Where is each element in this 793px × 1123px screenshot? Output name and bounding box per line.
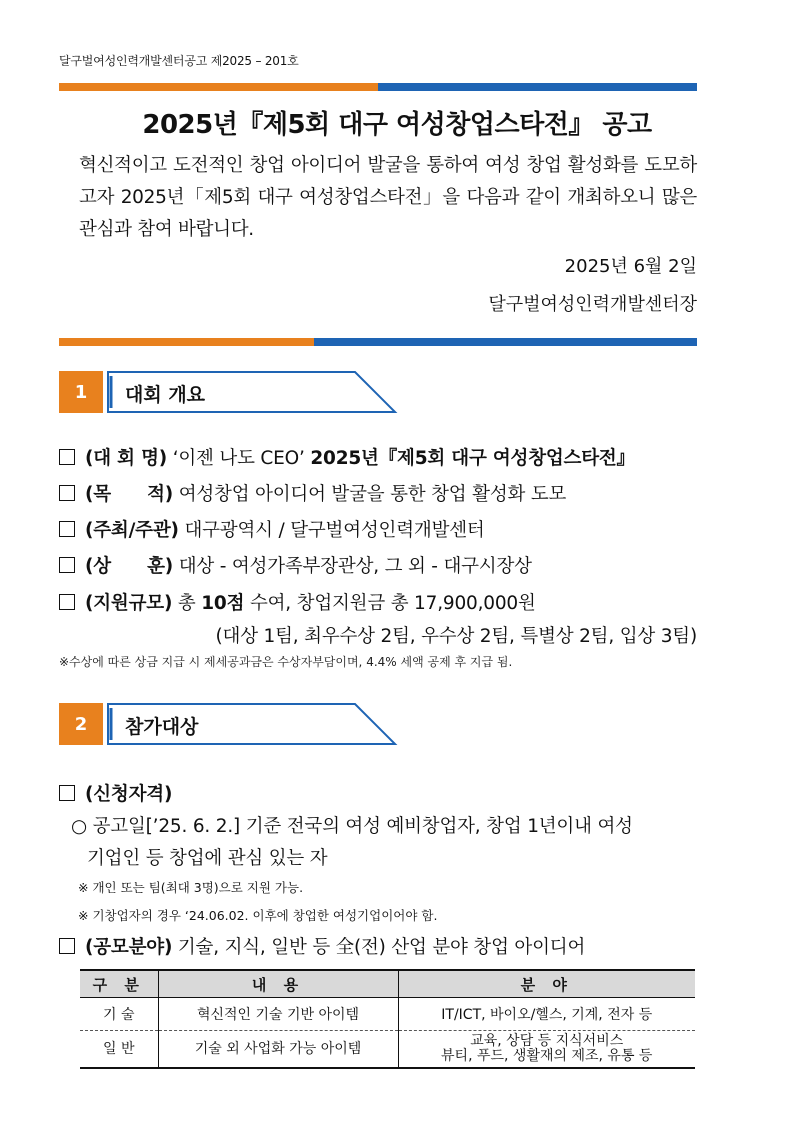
table-row (80, 1031, 695, 1069)
checkbox-bullet (59, 785, 75, 801)
section-label: 참가대상 (125, 716, 199, 738)
application-field: (공모분야) 기술, 지식, 일반 등 全(전) 산업 분야 창업 아이디어 (59, 933, 585, 959)
table-header-field: 분 야 (398, 970, 695, 998)
header-divider (59, 83, 697, 91)
notice-reference: 달구벌여성인력개발센터공고 제2025 – 201호 (59, 54, 299, 68)
eligibility-line-continued: 기업인 등 창업에 관심 있는 자 (87, 848, 328, 869)
table-cell: IT/ICT, 바이오/헬스, 기계, 전자 등 (398, 998, 695, 1031)
section-label: 대회 개요 (125, 384, 206, 406)
page-title: 2025년『제5회 대구 여성창업스타전』 공고 (142, 110, 652, 140)
intro-paragraph: 혁신적이고 도전적인 창업 아이디어 발굴을 통하여 여성 창업 활성화를 도모하고자 2025년「제5회 대구 여성창업스타전」을 다음과 같이 개최하오니 많은 관심과 참여 바랍니다. (79, 155, 697, 240)
overview-item-support-scale: (지원규모) 총 10점 수여, 창업지원금 총 17,900,000원 (59, 589, 536, 615)
table-header-row (80, 970, 695, 998)
table-header-category: 구 분 (80, 970, 158, 998)
tax-note: ※수상에 따른 상금 지급 시 제세공과금은 수상자부담이며, 4.4% 세액 공제 후 지급 됨. (59, 655, 513, 669)
eligibility-note-existing-business: ※ 기창업자의 경우 ‘24.06.02. 이후에 창업한 여성기업이어야 함. (78, 908, 438, 923)
table-row (80, 998, 695, 1031)
eligibility-heading: (신청자격) (59, 780, 172, 806)
checkbox-bullet (59, 485, 75, 501)
overview-item-awards: (상 훈) 대상 - 여성가족부장관상, 그 외 - 대구시장상 (59, 552, 532, 578)
overview-item-host: (주최/주관) 대구광역시 / 달구벌여성인력개발센터 (59, 516, 485, 542)
field-table (80, 969, 695, 1069)
issuing-organization: 달구벌여성인력개발센터장 (488, 294, 697, 315)
table-cell: 일 반 (80, 1031, 158, 1069)
section-number: 2 (59, 703, 103, 745)
table-cell: 교육, 상담 등 지식서비스 뷰티, 푸드, 생활재의 제조, 유통 등 (398, 1031, 695, 1069)
table-cell: 기 술 (80, 998, 158, 1031)
eligibility-note-team: ※ 개인 또는 팀(최대 3명)으로 지원 가능. (78, 880, 304, 895)
table-cell: 혁신적인 기술 기반 아이템 (158, 998, 398, 1031)
award-breakdown: (대상 1팀, 최우수상 2팀, 우수상 2팀, 특별상 2팀, 입상 3팀) (215, 626, 697, 647)
overview-item-contest-name: (대 회 명) ‘이젠 나도 CEO’ 2025년『제5회 대구 여성창업스타전』 (59, 444, 635, 470)
checkbox-bullet (59, 938, 75, 954)
checkbox-bullet (59, 594, 75, 610)
overview-item-purpose: (목 적) 여성창업 아이디어 발굴을 통한 창업 활성화 도모 (59, 480, 566, 506)
notice-date: 2025년 6월 2일 (564, 256, 697, 277)
section-number: 1 (59, 371, 103, 413)
section-divider (59, 338, 697, 346)
checkbox-bullet (59, 449, 75, 465)
eligibility-line: ○ 공고일[’25. 6. 2.] 기준 전국의 여성 예비창업자, 창업 1년이내 여성 (71, 816, 633, 837)
checkbox-bullet (59, 521, 75, 537)
table-header-content: 내 용 (158, 970, 398, 998)
table-cell: 기술 외 사업화 가능 아이템 (158, 1031, 398, 1069)
checkbox-bullet (59, 557, 75, 573)
